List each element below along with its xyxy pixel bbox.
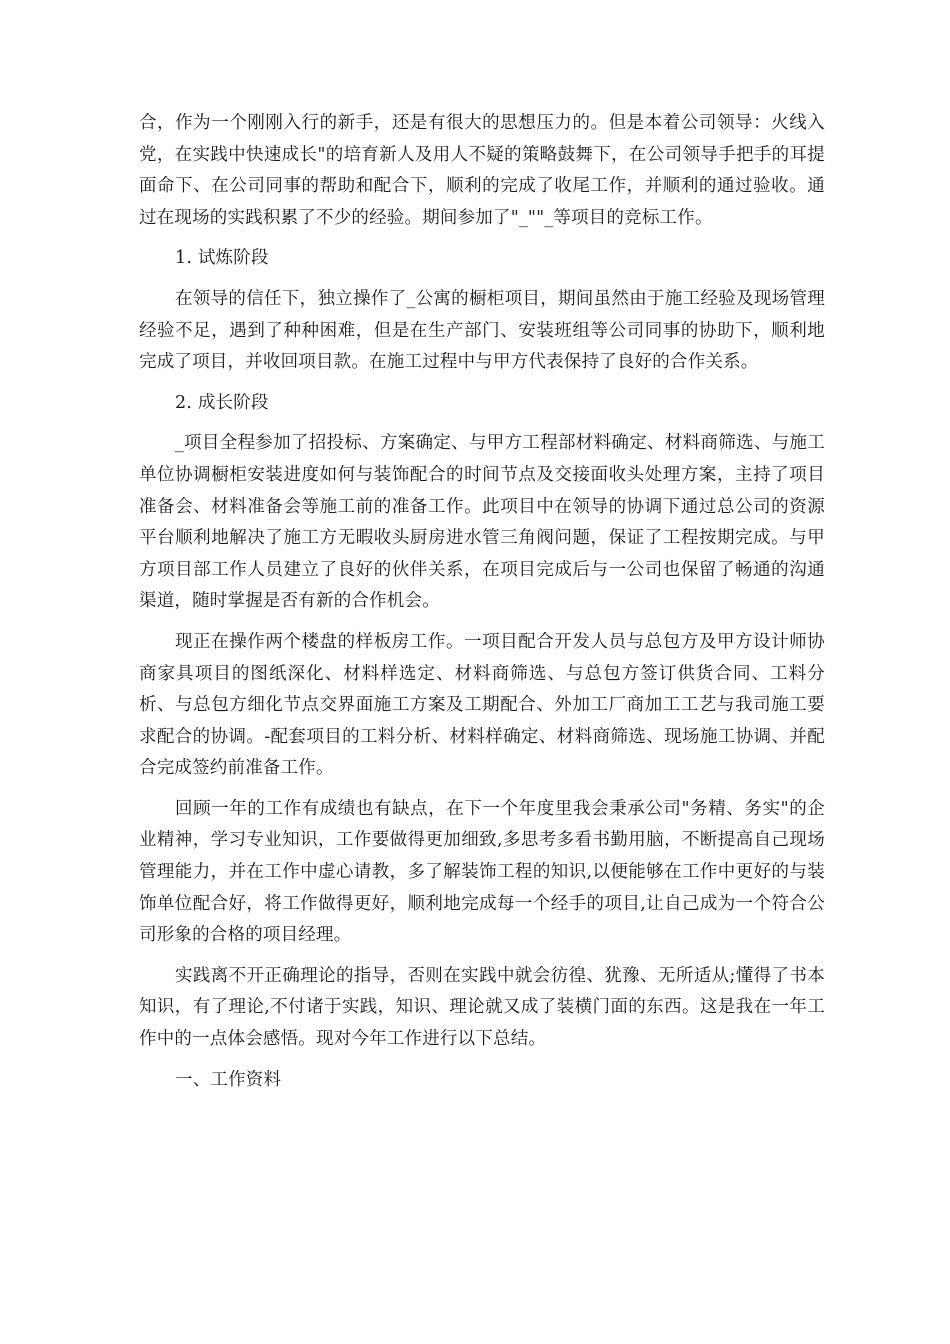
paragraph-review: 回顾一年的工作有成绩也有缺点，在下一个年度里我会秉承公司"务精、务实"的企业精神，学习专业知识，工作要做得更加细致,多思考多看书勤用脑，不断提高自己现场管理能力，并在工作中虚心请教，多了解装饰工程的知识,以便能够在工作中更好的与装饰单位配合好，将工作做得更好，顺利地完成每一个经手的项目,让自己成为一个符合公司形象的合格的项目经理。: [139, 798, 825, 946]
paragraph-growth-stage: _项目全程参加了招投标、方案确定、与甲方工程部材料确定、材料商筛选、与施工单位协调橱柜安装进度如何与装饰配合的时间节点及交接面收头处理方案，主持了项目准备会、材料准备会等施工前的准备工作。此项目中在领导的协调下通过总公司的资源平台顺利地解决了施工方无暇收头厨房进水管三角阀问题，保证了工程按期完成。与甲方项目部工作人员建立了良好的伙伴关系，在项目完成后与一公司也保留了畅通的沟通渠道，随时掌握是否有新的合作机会。: [139, 433, 825, 612]
paragraph-reflection: 实践离不开正确理论的指导，否则在实践中就会彷徨、犹豫、无所适从;懂得了书本知识，有了理论,不付诸于实践，知识、理论就又成了装横门面的东西。这是我在一年工作中的一点体会感悟。现对今年工作进行以下总结。: [139, 965, 825, 1050]
heading-trial-stage: 1. 试炼阶段: [175, 248, 269, 269]
paragraph-current-work: 现正在操作两个楼盘的样板房工作。一项目配合开发人员与总包方及甲方设计师协商家具项目的图纸深化、材料样选定、材料商筛选、与总包方签订供货合同、工料分析、与总包方细化节点交界面施工方案及工期配合、外加工厂商加工工艺与我司施工要求配合的协调。-配套项目的工料分析、材料样确定、材料商筛选、现场施工协调、并配合完成签约前准备工作。: [139, 631, 825, 779]
heading-growth-stage: 2. 成长阶段: [175, 392, 269, 413]
paragraph-continuation: 合，作为一个刚刚入行的新手，还是有很大的思想压力的。但是本着公司领导：火线入党，在实践中快速成长"的培育新人及用人不疑的策略鼓舞下，在公司领导手把手的耳提面命下、在公司同事的帮助和配合下，顺利的完成了收尾工作，并顺利的通过验收。通过在现场的实践积累了不少的经验。期间参加了"_""_等项目的竞标工作。: [139, 113, 825, 228]
heading-work-materials: 一、工作资料: [175, 1069, 282, 1090]
document-body: [139, 108, 825, 1105]
paragraph-trial-stage: 在领导的信任下，独立操作了_公寓的橱柜项目，期间虽然由于施工经验及现场管理经验不足，遇到了种种困难，但是在生产部门、安装班组等公司同事的协助下，顺利地完成了项目，并收回项目款。在施工过程中与甲方代表保持了良好的合作关系。: [139, 288, 825, 373]
